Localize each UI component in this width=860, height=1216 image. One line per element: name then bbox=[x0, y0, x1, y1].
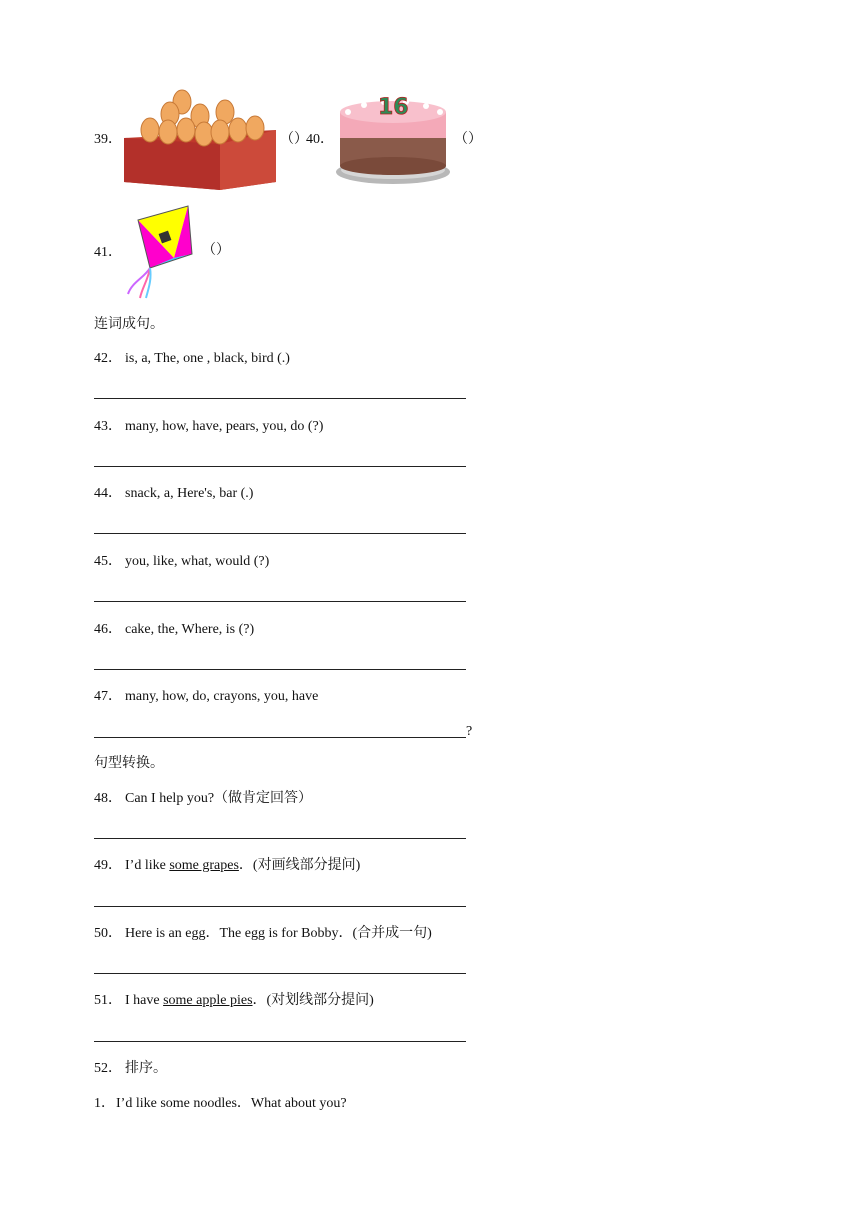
section-heading-transform: 句型转换。 bbox=[94, 756, 164, 771]
q41-number: 41． bbox=[94, 245, 122, 260]
answer-line-42[interactable] bbox=[94, 398, 466, 399]
q51-post: ．(对划线部分提问) bbox=[252, 993, 374, 1008]
q47-line-end: ? bbox=[466, 724, 473, 739]
q52-text: 排序。 bbox=[125, 1061, 167, 1076]
cake-number-16: 16 bbox=[378, 95, 409, 120]
q48-number: 48． bbox=[94, 791, 122, 806]
q44-number: 44． bbox=[94, 486, 122, 501]
answer-line-44[interactable] bbox=[94, 533, 466, 534]
q49-post: ．(对画线部分提问) bbox=[238, 858, 361, 873]
answer-line-43[interactable] bbox=[94, 466, 466, 467]
q39-paren: （） bbox=[280, 132, 308, 147]
q45-text: you, like, what, would (?) bbox=[125, 554, 270, 569]
answer-line-46[interactable] bbox=[94, 669, 466, 670]
q49-pre: I’d like bbox=[125, 858, 170, 873]
q40-number: 40． bbox=[306, 132, 334, 147]
eggs-in-box-image bbox=[120, 86, 280, 192]
order-item-1-number: 1． bbox=[94, 1096, 115, 1111]
answer-line-45[interactable] bbox=[94, 601, 466, 602]
kite-image bbox=[120, 202, 196, 300]
q46-text: cake, the, Where, is (?) bbox=[125, 622, 255, 637]
q41-paren: （） bbox=[202, 243, 230, 258]
q49-underlined: some grapes bbox=[169, 858, 239, 873]
q48-text: Can I help you?（做肯定回答） bbox=[125, 791, 313, 806]
q44-text: snack, a, Here's, bar (.) bbox=[125, 486, 254, 501]
q52-number: 52． bbox=[94, 1061, 122, 1076]
q50-text: Here is an egg．The egg is for Bobby．(合并成一句) bbox=[125, 926, 432, 941]
q42-number: 42． bbox=[94, 351, 122, 366]
section-heading-connect: 连词成句。 bbox=[94, 317, 164, 332]
q45-number: 45． bbox=[94, 554, 122, 569]
q39-number: 39． bbox=[94, 132, 122, 147]
q49-number: 49． bbox=[94, 858, 122, 873]
q51-number: 51． bbox=[94, 993, 122, 1008]
answer-line-47[interactable] bbox=[94, 737, 466, 738]
answer-line-50[interactable] bbox=[94, 973, 466, 974]
q42-text: is, a, The, one , black, bird (.) bbox=[125, 351, 290, 366]
q51-pre: I have bbox=[125, 993, 164, 1008]
q47-number: 47． bbox=[94, 689, 122, 704]
q51-underlined: some apple pies bbox=[163, 993, 253, 1008]
q46-number: 46． bbox=[94, 622, 122, 637]
q51-text bbox=[125, 992, 374, 1010]
q43-number: 43． bbox=[94, 419, 122, 434]
answer-line-48[interactable] bbox=[94, 838, 466, 839]
q43-text: many, how, have, pears, you, do (?) bbox=[125, 419, 324, 434]
q47-text: many, how, do, crayons, you, have bbox=[125, 689, 319, 704]
q50-number: 50． bbox=[94, 926, 122, 941]
answer-line-49[interactable] bbox=[94, 906, 466, 907]
q40-paren: （） bbox=[454, 132, 482, 147]
order-item-1-text: I’d like some noodles．What about you? bbox=[116, 1096, 347, 1111]
q49-text bbox=[125, 857, 360, 875]
answer-line-51[interactable] bbox=[94, 1041, 466, 1042]
birthday-cake-image bbox=[334, 90, 452, 186]
